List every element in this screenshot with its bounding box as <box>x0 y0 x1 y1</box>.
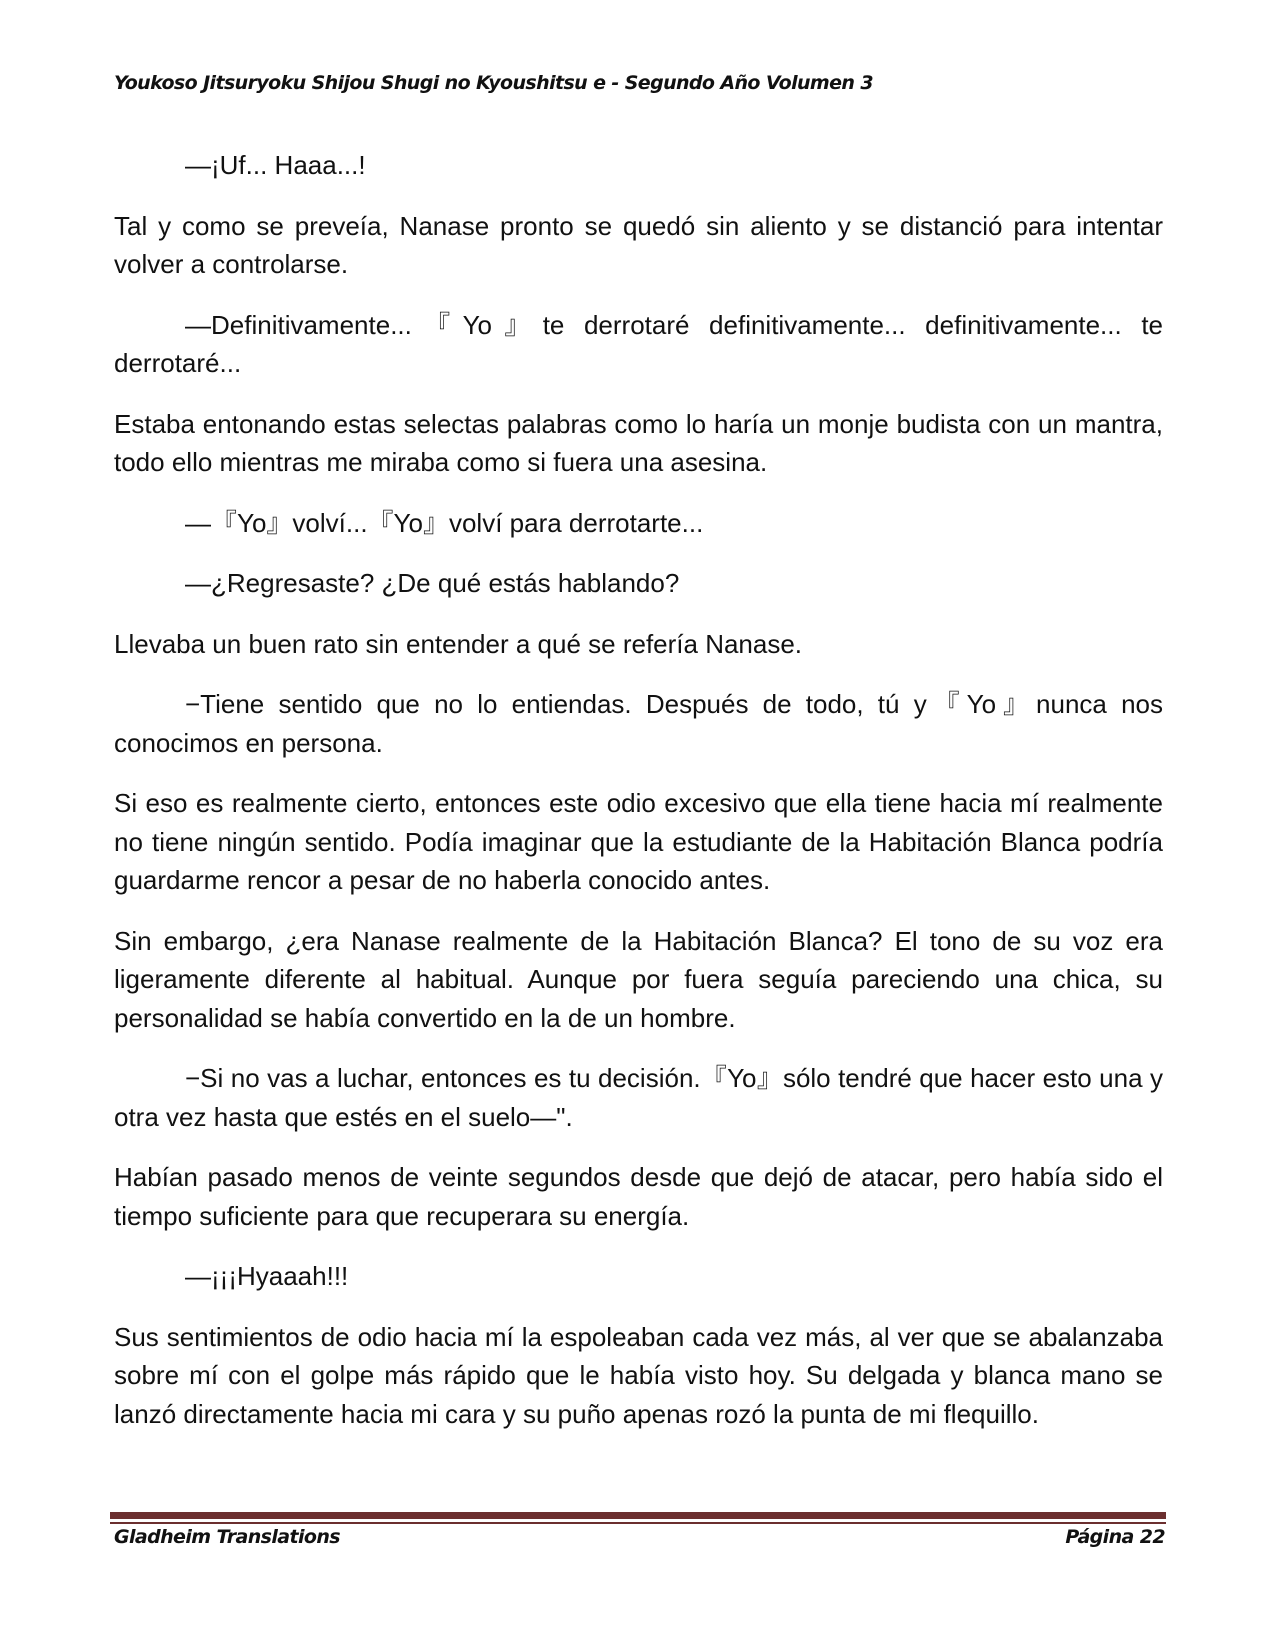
dialogue-paragraph: −Tiene sentido que no lo entiendas. Después de todo, tú y『Yo』nunca nos conocimos en persona. <box>114 689 1163 758</box>
dialogue-paragraph: —Definitivamente...『Yo』te derrotaré definitivamente... definitivamente... te derrotaré... <box>114 309 1163 378</box>
narration-paragraph: Llevaba un buen rato sin entender a qué se refería Nanase. <box>114 628 803 659</box>
narration-paragraph: Sus sentimientos de odio hacia mí la espoleaban cada vez más, al ver que se abalanzaba sobre mí con el golpe más rápido que le había visto hoy. Su delgada y blanca mano se lanzó directamente hacia mi cara y su puño apenas rozó la punta de mi flequillo. <box>114 1321 1163 1429</box>
narration-paragraph: Habían pasado menos de veinte segundos desde que dejó de atacar, pero había sido el tiempo suficiente para que recuperara su energía. <box>114 1162 1163 1231</box>
footer-rule-thin <box>110 1522 1166 1524</box>
dialogue-paragraph: —¿Regresaste? ¿De qué estás hablando? <box>185 568 680 598</box>
footer-rule <box>110 1512 1166 1519</box>
dialogue-paragraph: −Si no vas a luchar, entonces es tu decisión.『Yo』sólo tendré que hacer esto una y otra vez hasta que estés en el suelo—". <box>114 1063 1163 1132</box>
page-body <box>114 146 1163 1455</box>
running-header: Youkoso Jitsuryoku Shijou Shugi no Kyoushitsu e - Segundo Año Volumen 3 <box>114 72 873 94</box>
narration-paragraph: Estaba entonando estas selectas palabras como lo haría un monje budista con un mantra, todo ello mientras me miraba como si fuera una asesina. <box>114 408 1163 477</box>
dialogue-paragraph: —¡¡¡Hyaaah!!! <box>185 1261 349 1291</box>
page-number: Página 22 <box>1065 1526 1165 1548</box>
dialogue-paragraph: —¡Uf... Haaa...! <box>185 150 366 180</box>
footer-publisher: Gladheim Translations <box>114 1526 340 1548</box>
dialogue-paragraph: —『Yo』volví...『Yo』volví para derrotarte... <box>185 507 704 538</box>
narration-paragraph: Si eso es realmente cierto, entonces este odio excesivo que ella tiene hacia mí realmente no tiene ningún sentido. Podía imaginar que la estudiante de la Habitación Blanca podría guardarme rencor a pesar de no haberla conocido antes. <box>114 788 1163 895</box>
narration-paragraph: Sin embargo, ¿era Nanase realmente de la Habitación Blanca? El tono de su voz era ligeramente diferente al habitual. Aunque por fuera seguía pareciendo una chica, su personalidad se había convertido en la de un hombre. <box>114 925 1163 1033</box>
narration-paragraph: Tal y como se preveía, Nanase pronto se quedó sin aliento y se distanció para intentar volver a controlarse. <box>114 210 1163 279</box>
